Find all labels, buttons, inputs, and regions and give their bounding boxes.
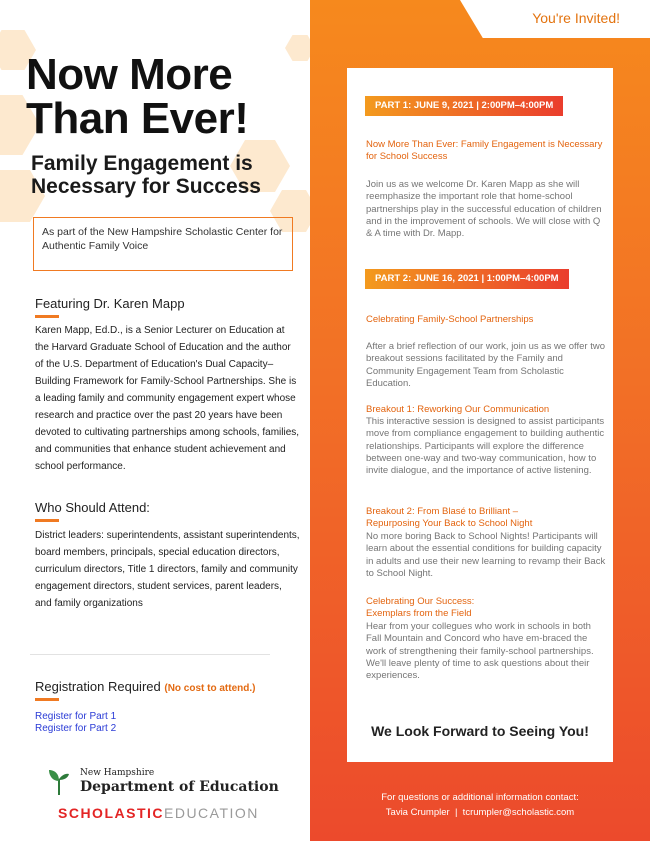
partnership-note: As part of the New Hampshire Scholastic Center for Authentic Family Voice (33, 217, 293, 271)
attend-heading: Who Should Attend: (35, 500, 150, 515)
featuring-bio: Karen Mapp, Ed.D., is a Senior Lecturer on Education at the Harvard Graduate School of Education and the author of the U.S. Department of Education's Dual Capacity–Building Framework for Family-School Partnerships. She is a leading family and community engagement expert whose research and practice over the past 20 years have been devoted to cultivating partnerships among schools, families, and communities that enhance student achievement and school performance. (35, 325, 300, 472)
scholastic-word: SCHOLASTIC (58, 805, 164, 821)
page-title: Now More Than Ever! (26, 50, 249, 143)
contact-line2: Tavia Crumpler | tcrumpler@scholastic.com (385, 807, 575, 818)
left-column (0, 0, 310, 841)
registration-label: Registration Required (35, 679, 161, 694)
part2-intro: After a brief reflection of our work, join us as we offer two breakout sessions facilitated by the Family and Community Engagement Team from Scholastic Education. (366, 341, 606, 389)
scholastic-logo (58, 805, 259, 821)
education-word: EDUCATION (164, 805, 259, 821)
part1-date-pill: PART 1: JUNE 9, 2021 | 2:00PM–4:00PM (365, 96, 563, 116)
page-subtitle: Family Engagement is Necessary for Success (31, 152, 261, 198)
accent-bar (35, 315, 59, 318)
registration-heading (35, 679, 255, 694)
accent-bar (35, 698, 59, 701)
breakout1-text: This interactive session is designed to assist participants move from compliance engagement to building authentic relationships. Participants will explore the difference between one-way and two-way communication, how to invite dialogue, and the importance of active listening. (366, 416, 605, 477)
breakout1-title: Breakout 1: Reworking Our Communication (366, 404, 550, 415)
attend-text: District leaders: superintendents, assistant superintendents, board members, principals, special education directors, curriculum directors, Title 1 directors, family and community engagement directors, student services, parent leaders, and family organizations (35, 530, 300, 609)
nh-small-text: New Hampshire (80, 768, 155, 778)
part1-title: Now More Than Ever: Family Engagement is Necessary for School Success (366, 139, 603, 162)
right-column (310, 0, 650, 841)
divider (30, 654, 270, 655)
register-part2-link[interactable]: Register for Part 2 (35, 723, 117, 734)
accent-bar (35, 519, 59, 522)
invite-label: You're Invited! (532, 10, 620, 26)
breakout2-text: No more boring Back to School Nights! Participants will learn about the essential conditions for building capacity in adults and use their new learning to revamp their Back to School Night. (366, 531, 606, 579)
sprout-icon (48, 767, 70, 795)
success-title: Celebrating Our Success: Exemplars from the Field (366, 596, 475, 619)
event-card (347, 68, 613, 762)
contact-info (310, 790, 650, 820)
register-part1-link[interactable]: Register for Part 1 (35, 711, 117, 722)
success-text: Hear from your collegues who work in schools in both Fall Mountain and Concord who have em-braced the work of strengthening their family-school partnerships. We'll leave plenty of time to ask questions about their experiences. (366, 621, 594, 682)
part2-date-pill: PART 2: JUNE 16, 2021 | 1:00PM–4:00PM (365, 269, 569, 289)
part2-title: Celebrating Family-School Partnerships (366, 314, 534, 325)
featuring-heading: Featuring Dr. Karen Mapp (35, 296, 185, 311)
nh-big-text: Department of Education (80, 779, 279, 795)
part1-text: Join us as we welcome Dr. Karen Mapp as she will reemphasize the important role that home-school partnerships play in the successful education of children and in the improvement of schools. We will close with Q & A time with Dr. Mapp. (366, 179, 602, 240)
registration-note: (No cost to attend.) (164, 683, 256, 694)
contact-line1: For questions or additional information contact: (381, 792, 579, 803)
breakout2-title: Breakout 2: From Blasé to Brilliant – Repurposing Your Back to School Night (366, 506, 533, 529)
closing-message: We Look Forward to Seeing You! (371, 723, 589, 739)
